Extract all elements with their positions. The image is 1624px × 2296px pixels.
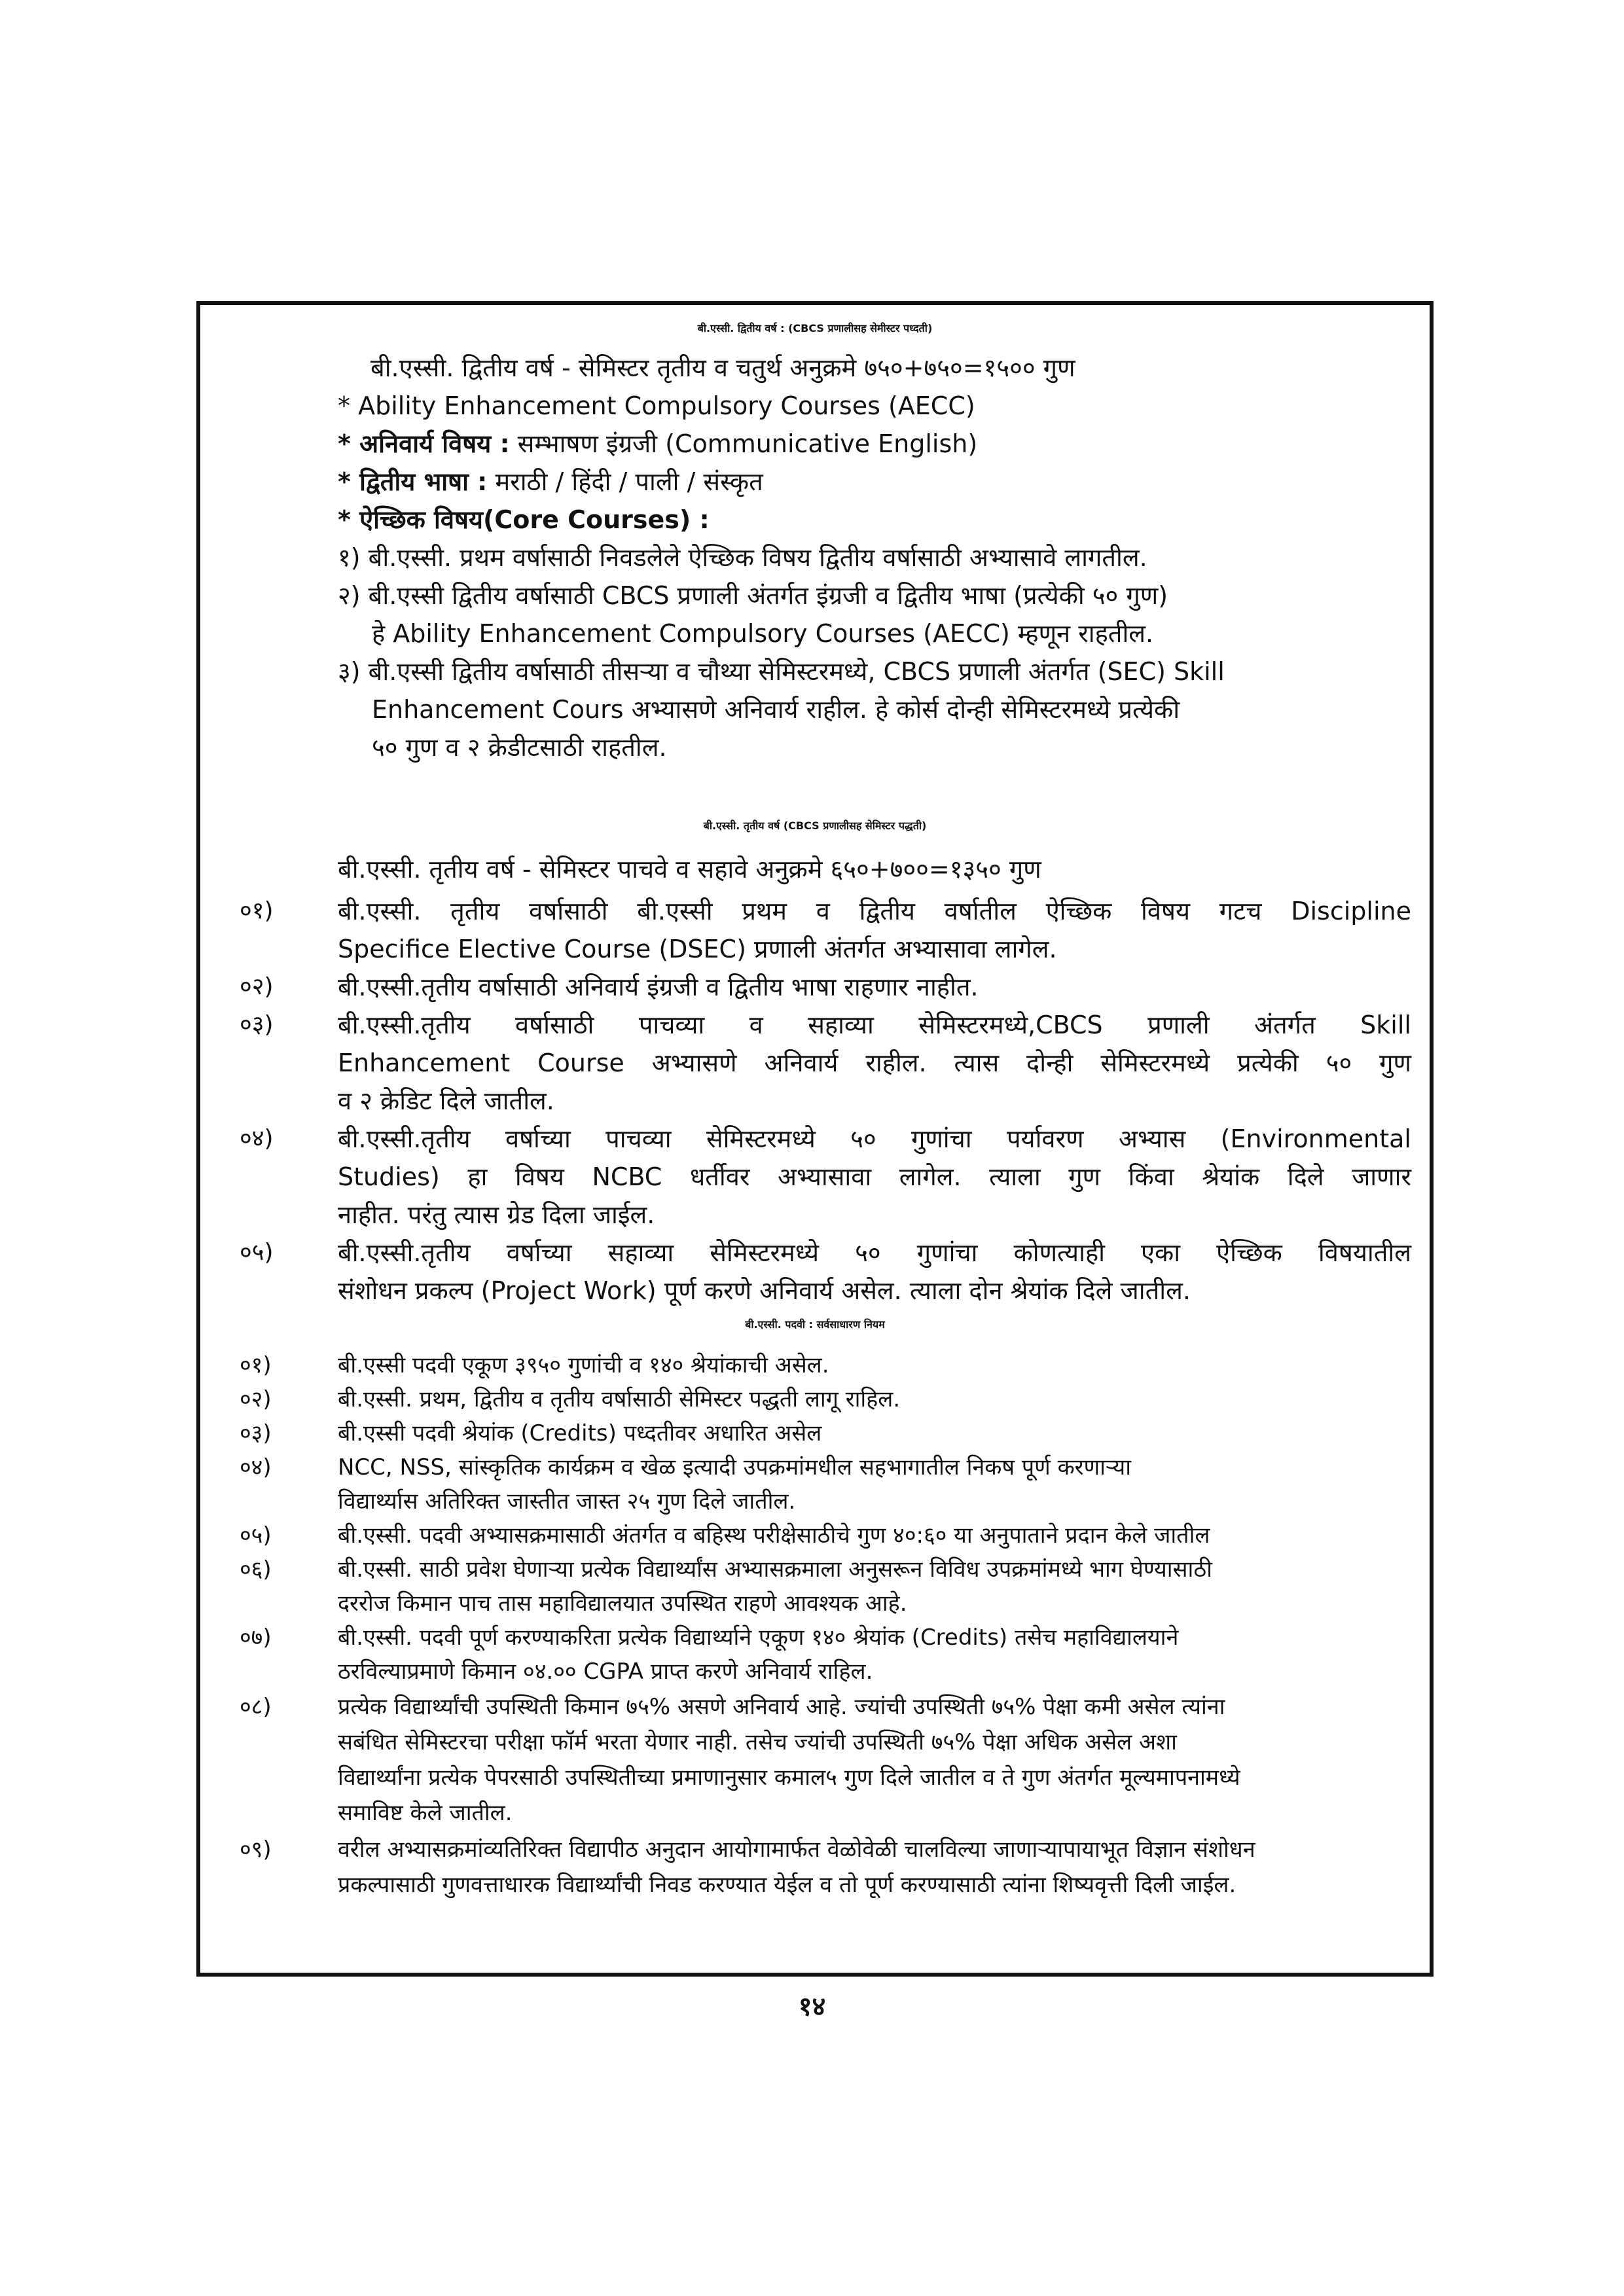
third-year-title: बी.एस्सी. तृतीय वर्ष (CBCS प्रणालीसह सेमिस्टर पद्धती) xyxy=(703,819,927,832)
rule-line: विद्यार्थ्यास अतिरिक्त जास्तीत जास्त २५ गुण दिले जातील. xyxy=(338,1488,796,1515)
item-number: ०५) xyxy=(240,1239,274,1266)
second-language-label: * द्वितीय भाषा : xyxy=(338,467,488,496)
item-number: ०८) xyxy=(240,1694,272,1720)
third-year-line: Specifice Elective Course (DSEC) प्रणाली अंतर्गत अभ्यासावा लागेल. xyxy=(338,935,1057,963)
item-number: ०४) xyxy=(240,1125,274,1152)
second-year-item: ३) बी.एस्सी द्वितीय वर्षासाठी तीसऱ्या व चौथ्या सेमिस्टरमध्ये, CBCS प्रणाली अंतर्गत (SEC) Skill xyxy=(338,657,1225,686)
content-box xyxy=(196,301,1434,1977)
second-year-subtitle: बी.एस्सी. द्वितीय वर्ष - सेमिस्टर तृतीय व चतुर्थ अनुक्रमे ७५०+७५०=१५०० गुण xyxy=(370,353,1075,382)
rule-line: सबंधित सेमिस्टरचा परीक्षा फॉर्म भरता येणार नाही. तसेच ज्यांची उपस्थिती ७५% पेक्षा अधिक असेल अशा xyxy=(338,1729,1177,1755)
item-number: ०३) xyxy=(240,1420,272,1446)
rule-line: बी.एस्सी. प्रथम, द्वितीय व तृतीय वर्षासाठी सेमिस्टर पद्धती लागू राहिल. xyxy=(338,1386,901,1412)
item-number: ०२) xyxy=(240,1386,272,1412)
second-year-item: हे Ability Enhancement Compulsory Courses (AECC) म्हणून राहतील. xyxy=(372,619,1154,648)
item-number: ०२) xyxy=(240,973,274,1000)
second-year-title: बी.एस्सी. द्वितीय वर्ष : (CBCS प्रणालीसह सेमीस्टर पध्दती) xyxy=(697,322,933,334)
aecc-line: * Ability Enhancement Compulsory Courses (AECC) xyxy=(338,391,975,420)
second-language-line xyxy=(338,465,763,499)
rule-line: बी.एस्सी. पदवी अभ्यासक्रमासाठी अंतर्गत व बहिस्थ परीक्षेसाठीचे गुण ४०:६० या अनुपाताने प्रदान केले जातील xyxy=(338,1522,1210,1549)
item-number: ०७) xyxy=(240,1624,272,1651)
rule-line: बी.एस्सी पदवी एकूण ३९५० गुणांची व १४० श्रेयांकाची असेल. xyxy=(338,1352,829,1378)
third-year-line: Enhancement Course अभ्यासणे अनिवार्य राहील. त्यास दोन्ही सेमिस्टरमध्ये प्रत्येकी ५० गुण xyxy=(338,1049,1411,1077)
second-year-item: २) बी.एस्सी द्वितीय वर्षासाठी CBCS प्रणाली अंतर्गत इंग्रजी व द्वितीय भाषा (प्रत्येकी ५० गुण) xyxy=(338,581,1168,610)
rule-line: समाविष्ट केले जातील. xyxy=(338,1800,513,1826)
item-number: ०१) xyxy=(240,897,274,924)
third-year-line: बी.एस्सी.तृतीय वर्षासाठी पाचव्या व सहाव्या सेमिस्टरमध्ये,CBCS प्रणाली अंतर्गत Skill xyxy=(338,1011,1411,1039)
third-year-line: Studies) हा विषय NCBC धर्तीवर अभ्यासावा लागेल. त्याला गुण किंवा श्रेयांक दिले जाणार xyxy=(338,1162,1411,1191)
item-number: ०३) xyxy=(240,1011,274,1038)
third-year-line: बी.एस्सी.तृतीय वर्षाच्या सहाव्या सेमिस्टरमध्ये ५० गुणांचा कोणत्याही एका ऐच्छिक विषयातील xyxy=(338,1238,1411,1267)
rule-line: दररोज किमान पाच तास महाविद्यालयात उपस्थित राहणे आवश्यक आहे. xyxy=(338,1590,907,1617)
rule-line: बी.एस्सी पदवी श्रेयांक (Credits) पध्दतीवर अधारित असेल xyxy=(338,1420,822,1446)
rule-line: प्रत्येक विद्यार्थ्यांची उपस्थिती किमान ७५% असणे अनिवार्य आहे. ज्यांची उपस्थिती ७५% पेक्षा कमी असेल त्यांना xyxy=(338,1694,1225,1720)
item-number: ०६) xyxy=(240,1556,272,1583)
rule-line: NCC, NSS, सांस्कृतिक कार्यक्रम व खेळ इत्यादी उपक्रमांमधील सहभागातील निकष पूर्ण करणाऱ्या xyxy=(338,1454,1132,1480)
item-number: ०१) xyxy=(240,1352,272,1378)
second-year-item: Enhancement Cours अभ्यासणे अनिवार्य राहील. हे कोर्स दोन्ही सेमिस्टरमध्ये प्रत्येकी xyxy=(372,695,1180,724)
rule-line: बी.एस्सी. पदवी पूर्ण करण्याकरिता प्रत्येक विद्यार्थ्याने एकूण १४० श्रेयांक (Credits) तसेच महाविद्यालयाने xyxy=(338,1624,1179,1651)
item-number: ०४) xyxy=(240,1454,272,1480)
elective-label: * ऐच्छिक विषय(Core Courses) : xyxy=(338,505,710,534)
compulsory-value: सम्भाषण इंग्रजी (Communicative English) xyxy=(509,429,978,458)
compulsory-label: * अनिवार्य विषय : xyxy=(338,429,510,458)
compulsory-subject-line xyxy=(338,427,977,461)
second-language-value: मराठी / हिंदी / पाली / संस्कृत xyxy=(487,467,763,496)
third-year-subtitle: बी.एस्सी. तृतीय वर्ष - सेमिस्टर पाचवे व सहावे अनुक्रमे ६५०+७००=१३५० गुण xyxy=(338,855,1041,884)
third-year-line: नाहीत. परंतु त्यास ग्रेड दिला जाईल. xyxy=(338,1200,655,1229)
third-year-line: संशोधन प्रकल्प (Project Work) पूर्ण करणे अनिवार्य असेल. त्याला दोन श्रेयांक दिले जातील. xyxy=(338,1276,1191,1305)
third-year-line: बी.एस्सी. तृतीय वर्षासाठी बी.एस्सी प्रथम व द्वितीय वर्षातील ऐच्छिक विषय गटच Discipline xyxy=(338,897,1411,925)
third-year-line: बी.एस्सी.तृतीय वर्षाच्या पाचव्या सेमिस्टरमध्ये ५० गुणांचा पर्यावरण अभ्यास (Environmental xyxy=(338,1124,1411,1153)
general-rules-title: बी.एस्सी. पदवी : सर्वसाधारण नियम xyxy=(745,1318,885,1331)
rule-line: प्रकल्पासाठी गुणवत्ताधारक विद्यार्थ्यांची निवड करण्यात येईल व तो पूर्ण करण्यासाठी त्यांना शिष्यवृत्ती दिली जाईल. xyxy=(338,1872,1236,1898)
second-year-item: १) बी.एस्सी. प्रथम वर्षासाठी निवडलेले ऐच्छिक विषय द्वितीय वर्षासाठी अभ्यासावे लागतील. xyxy=(338,543,1147,572)
rule-line: वरील अभ्यासक्रमांव्यतिरिक्त विद्यापीठ अनुदान आयोगामार्फत वेळोवेळी चालविल्या जाणाऱ्यापायाभूत विज्ञान संशोधन xyxy=(338,1837,1255,1863)
item-number: ०९) xyxy=(240,1837,272,1863)
third-year-line: व २ क्रेडिट दिले जातील. xyxy=(338,1086,554,1115)
third-year-line: बी.एस्सी.तृतीय वर्षासाठी अनिवार्य इंग्रजी व द्वितीय भाषा राहणार नाहीत. xyxy=(338,973,979,1001)
rule-line: विद्यार्थ्यांना प्रत्येक पेपरसाठी उपस्थितीच्या प्रमाणानुसार कमाल५ गुण दिले जातील व ते गुण अंतर्गत मूल्यमापनामध्ये xyxy=(338,1765,1240,1791)
rule-line: ठरविल्याप्रमाणे किमान ०४.०० CGPA प्राप्त करणे अनिवार्य राहिल. xyxy=(338,1659,873,1685)
second-year-item: ५० गुण व २ क्रेडीटसाठी राहतील. xyxy=(372,733,667,762)
item-number: ०५) xyxy=(240,1522,272,1549)
page-number: १४ xyxy=(798,1992,826,2022)
rule-line: बी.एस्सी. साठी प्रवेश घेणाऱ्या प्रत्येक विद्यार्थ्यांस अभ्यासक्रमाला अनुसरून विविध उपक्रमांमध्ये भाग घेण्यासाठी xyxy=(338,1556,1212,1583)
